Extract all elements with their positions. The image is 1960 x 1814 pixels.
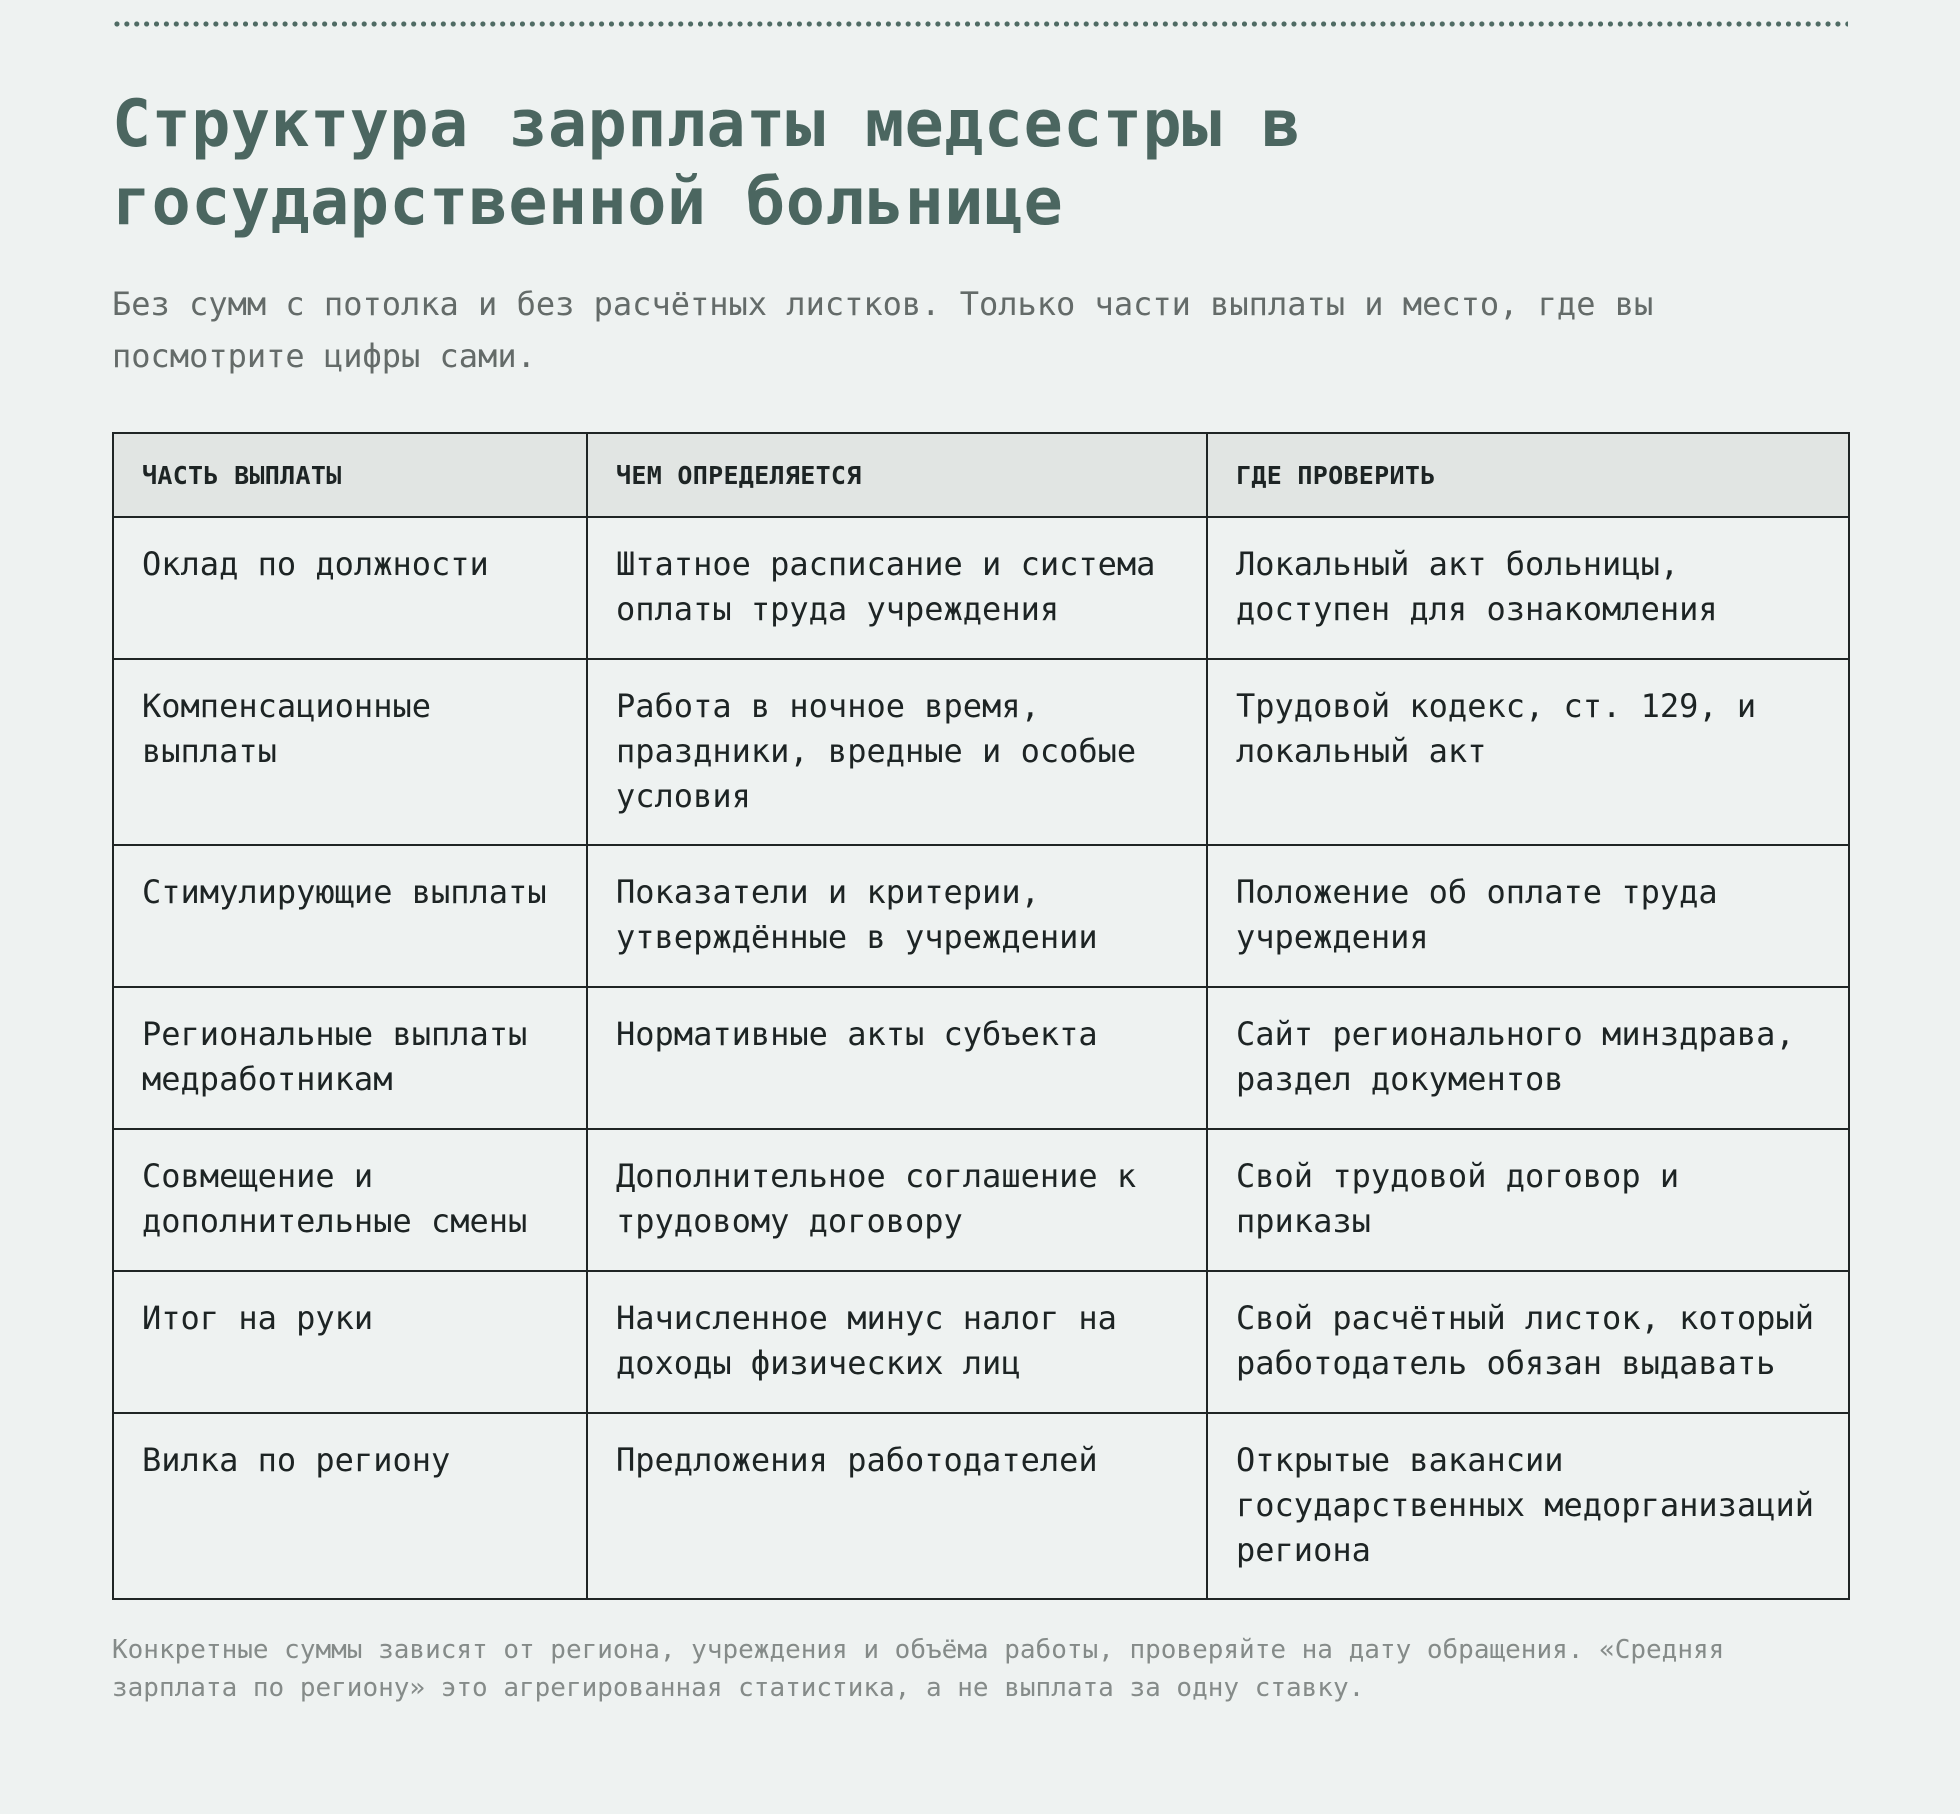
table-row [113, 517, 1849, 659]
table-row [113, 1271, 1849, 1413]
table-row [113, 1413, 1849, 1599]
page-subtitle: Без сумм с потолка и без расчётных листков. Только части выплаты и место, где вы посмотрите цифры сами. [112, 285, 1654, 375]
table-cell-basis: Начисленное минус налог на доходы физических лиц [587, 1271, 1207, 1413]
footnote: Конкретные суммы зависят от региона, учреждения и объёма работы, проверяйте на дату обращения. «Средняя зарплата по региону» это агрегированная статистика, а не выплата за одну ставку. [112, 1635, 1725, 1703]
table-cell-basis: Показатели и критерии, утверждённые в учреждении [587, 845, 1207, 987]
table-cell-basis: Предложения работодателей [587, 1413, 1207, 1599]
column-header-basis: ЧЕМ ОПРЕДЕЛЯЕТСЯ [587, 433, 1207, 517]
table-cell-where-to-check: Положение об оплате труда учреждения [1207, 845, 1849, 987]
table-cell-basis: Работа в ночное время, праздники, вредные и особые условия [587, 659, 1207, 845]
table-cell-where-to-check: Открытые вакансии государственных медорганизаций региона [1207, 1413, 1849, 1599]
table-row [113, 987, 1849, 1129]
table-header-row [113, 433, 1849, 517]
table-cell-where-to-check: Трудовой кодекс, ст. 129, и локальный акт [1207, 659, 1849, 845]
page-title: Структура зарплаты медсестры в государственной больнице [112, 87, 1301, 240]
table-cell-part: Совмещение и дополнительные смены [113, 1129, 587, 1271]
salary-structure-table [112, 432, 1850, 1600]
table-row [113, 845, 1849, 987]
table-cell-part: Оклад по должности [113, 517, 587, 659]
table-cell-part: Стимулирующие выплаты [113, 845, 587, 987]
table-cell-part: Региональные выплаты медработникам [113, 987, 587, 1129]
table-cell-basis: Дополнительное соглашение к трудовому договору [587, 1129, 1207, 1271]
table-cell-part: Компенсационные выплаты [113, 659, 587, 845]
table-cell-where-to-check: Свой трудовой договор и приказы [1207, 1129, 1849, 1271]
column-header-where-to-check: ГДЕ ПРОВЕРИТЬ [1207, 433, 1849, 517]
column-header-part: ЧАСТЬ ВЫПЛАТЫ [113, 433, 587, 517]
table-row [113, 1129, 1849, 1271]
table-row [113, 659, 1849, 845]
table-cell-where-to-check: Локальный акт больницы, доступен для ознакомления [1207, 517, 1849, 659]
table-cell-basis: Штатное расписание и система оплаты труда учреждения [587, 517, 1207, 659]
table-cell-part: Итог на руки [113, 1271, 587, 1413]
dotted-divider [112, 21, 1848, 27]
table-cell-where-to-check: Сайт регионального минздрава, раздел документов [1207, 987, 1849, 1129]
table-cell-basis: Нормативные акты субъекта [587, 987, 1207, 1129]
table-cell-where-to-check: Свой расчётный листок, который работодатель обязан выдавать [1207, 1271, 1849, 1413]
table-cell-part: Вилка по региону [113, 1413, 587, 1599]
